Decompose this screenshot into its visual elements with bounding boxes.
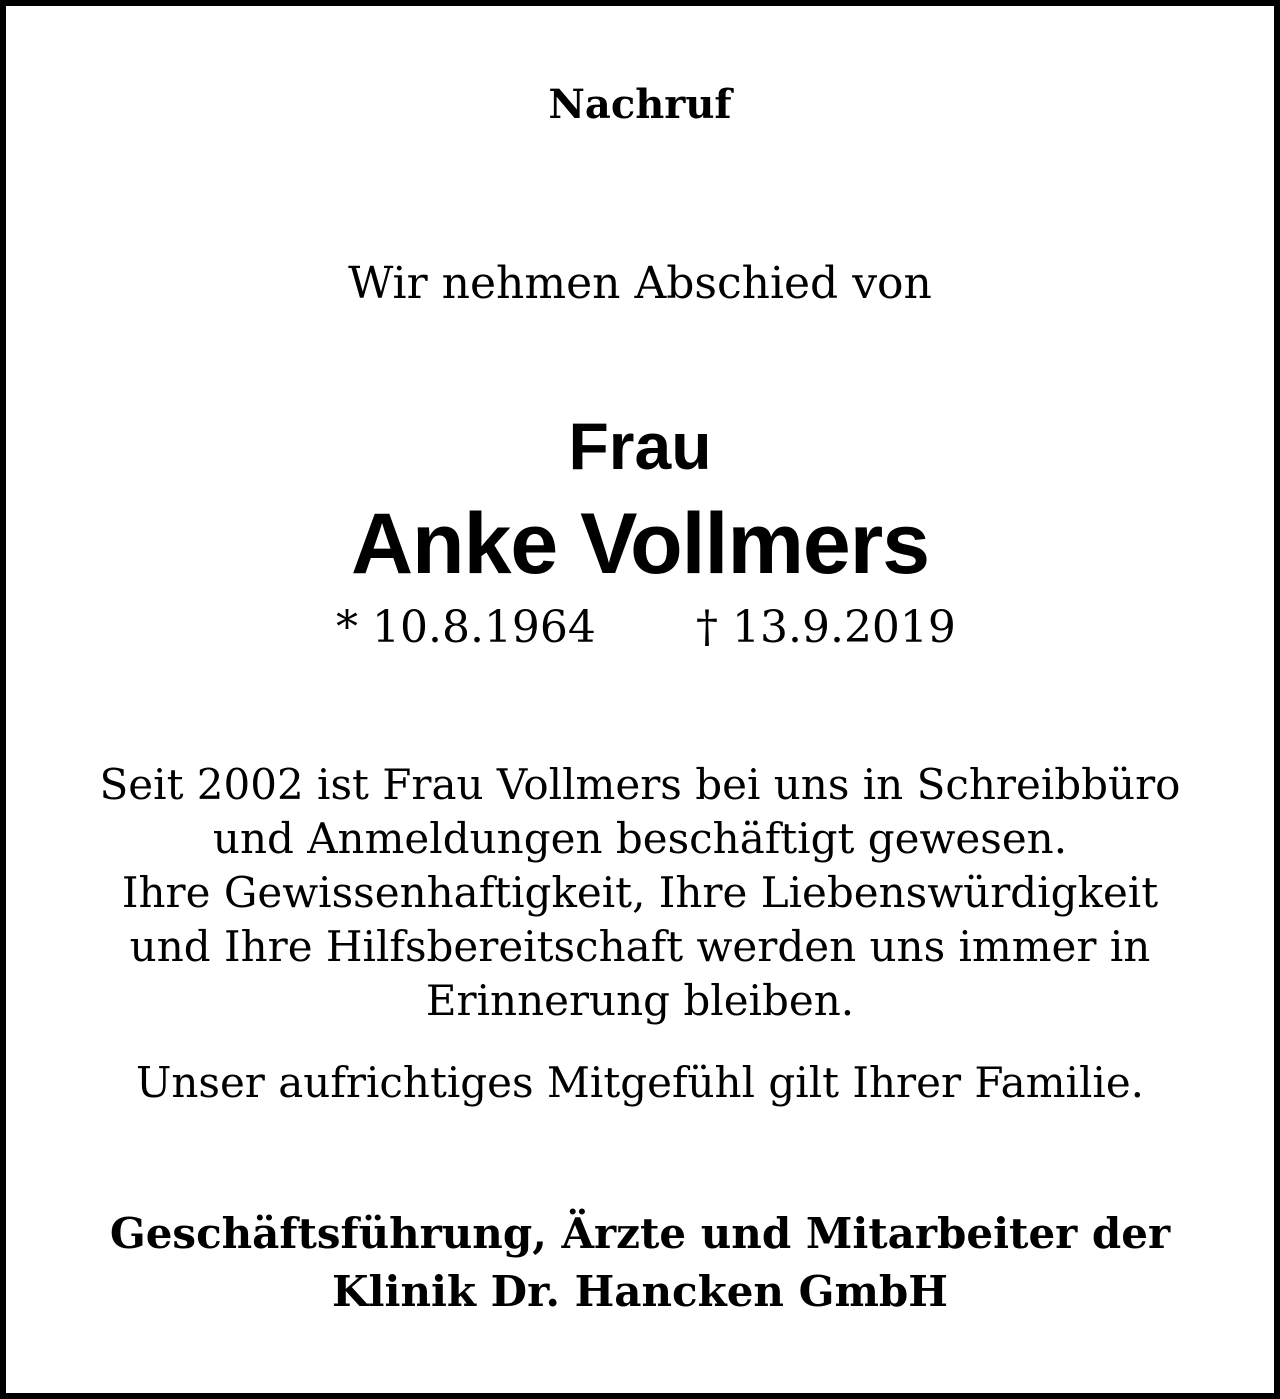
signature-line: Klinik Dr. Hancken GmbH [332, 1267, 948, 1316]
tribute-paragraph [6, 758, 1274, 1028]
birth-date: * 10.8.1964 [336, 602, 596, 653]
intro-text: Wir nehmen Abschied von [348, 258, 932, 309]
signature-line: Geschäftsführung, Ärzte und Mitarbeiter der [109, 1209, 1171, 1258]
tribute-line: Seit 2002 ist Frau Vollmers bei uns in Schreibbüro [99, 760, 1181, 809]
notice-heading: Nachruf [548, 81, 732, 128]
tribute-line: und Anmeldungen beschäftigt gewesen. [212, 814, 1068, 863]
life-dates [6, 601, 1274, 655]
deceased-name: Anke Vollmers [350, 496, 930, 592]
tribute-line: Erinnerung bleiben. [425, 976, 855, 1025]
salutation: Frau [568, 409, 712, 483]
death-date: † 13.9.2019 [696, 602, 956, 653]
signature-block [6, 1205, 1274, 1321]
condolence-text: Unser aufrichtiges Mitgefühl gilt Ihrer Familie. [135, 1058, 1145, 1107]
tribute-line: und Ihre Hilfsbereitschaft werden uns immer in [129, 922, 1151, 971]
tribute-line: Ihre Gewissenhaftigkeit, Ihre Liebenswürdigkeit [121, 868, 1159, 917]
